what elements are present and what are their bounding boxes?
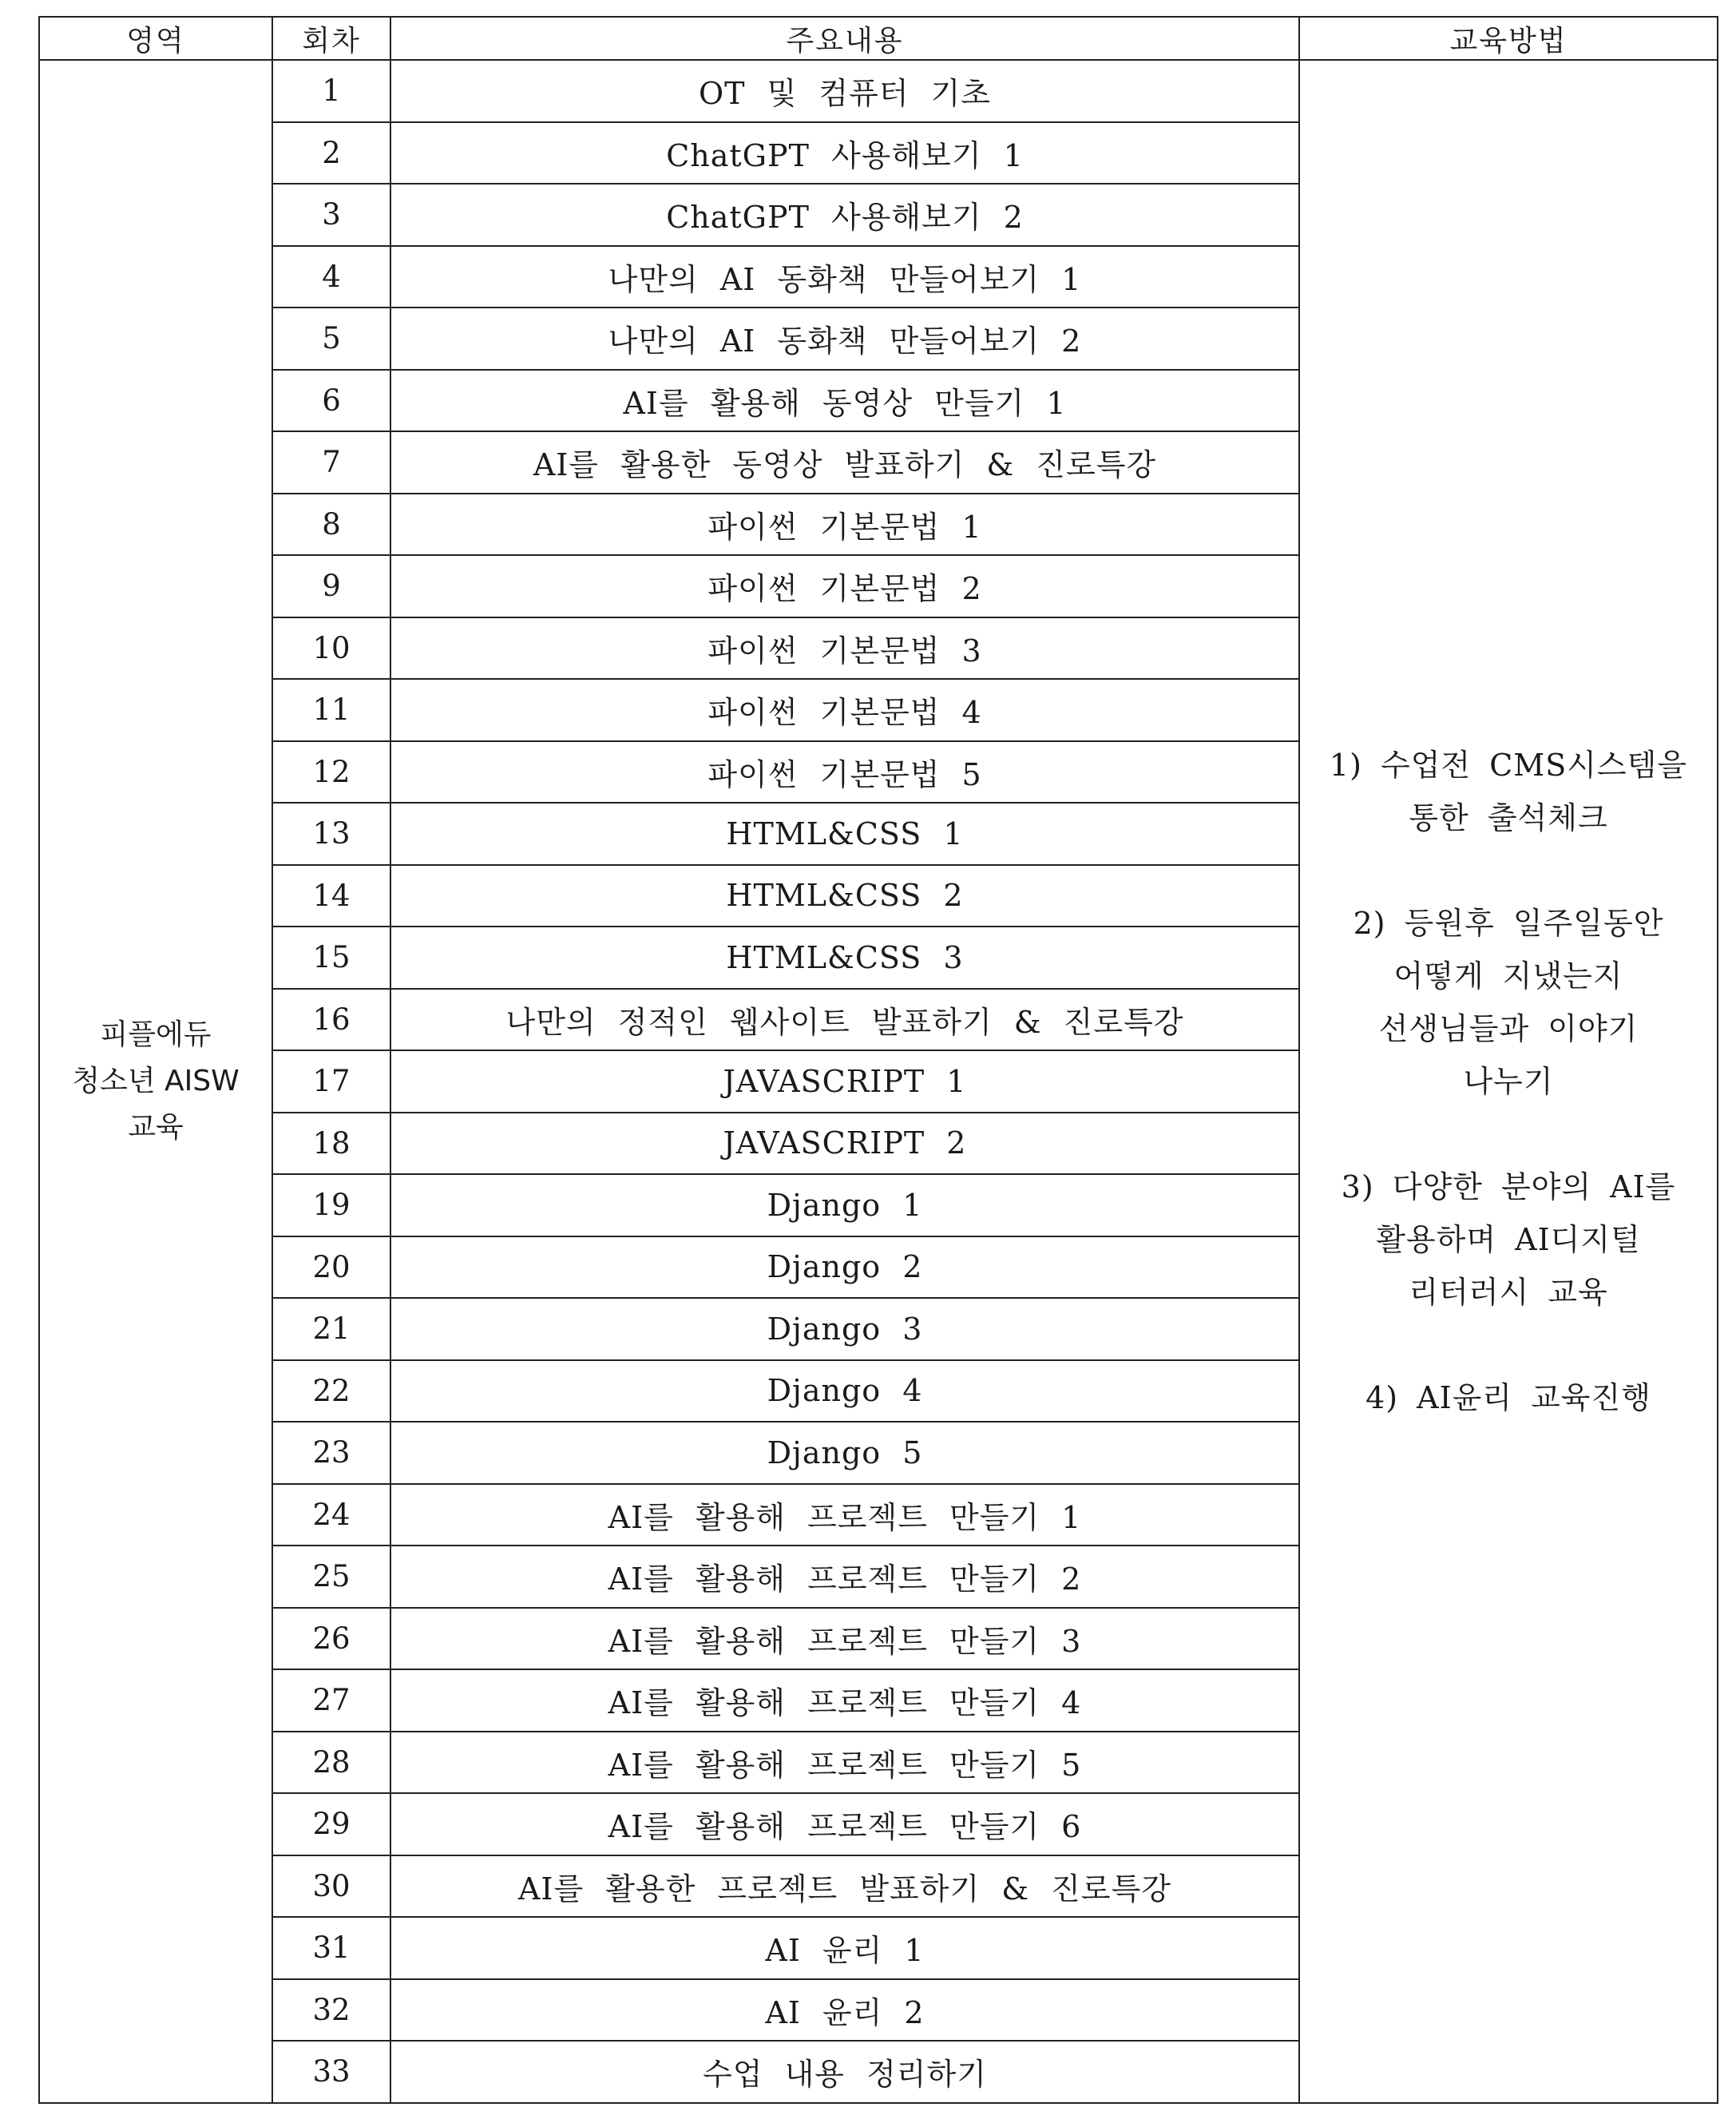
content-cell: AI를 활용해 프로젝트 만들기 1 xyxy=(390,1484,1299,1546)
round-cell: 5 xyxy=(272,308,390,370)
content-cell: ChatGPT 사용해보기 1 xyxy=(390,122,1299,185)
header-area: 영역 xyxy=(39,17,272,60)
area-cell xyxy=(39,60,272,2103)
round-cell: 33 xyxy=(272,2041,390,2103)
content-cell: 파이썬 기본문법 1 xyxy=(390,494,1299,556)
content-cell: HTML&CSS 3 xyxy=(390,927,1299,989)
round-cell: 13 xyxy=(272,803,390,865)
method-line: 1) 수업전 CMS시스템을 xyxy=(1329,747,1688,783)
round-cell: 24 xyxy=(272,1484,390,1546)
method-line: 3) 다양한 분야의 AI를 xyxy=(1341,1169,1676,1204)
method-line: 4) AI윤리 교육진행 xyxy=(1365,1379,1651,1415)
round-cell: 20 xyxy=(272,1236,390,1299)
round-cell: 21 xyxy=(272,1298,390,1360)
method-line: 통한 출석체크 xyxy=(1409,800,1608,835)
content-cell: ChatGPT 사용해보기 2 xyxy=(390,184,1299,246)
method-line: 선생님들과 이야기 xyxy=(1378,1010,1639,1046)
round-cell: 29 xyxy=(272,1793,390,1855)
content-cell: OT 및 컴퓨터 기초 xyxy=(390,60,1299,122)
round-cell: 16 xyxy=(272,989,390,1051)
table-body xyxy=(39,60,1718,2103)
method-line: 리터러시 교육 xyxy=(1409,1274,1608,1310)
content-cell: AI 윤리 2 xyxy=(390,1979,1299,2042)
round-cell: 12 xyxy=(272,741,390,804)
round-cell: 26 xyxy=(272,1608,390,1670)
table-header xyxy=(39,17,1718,60)
header-content: 주요내용 xyxy=(390,17,1299,60)
header-row xyxy=(39,17,1718,60)
round-cell: 14 xyxy=(272,865,390,927)
header-round: 회차 xyxy=(272,17,390,60)
round-cell: 2 xyxy=(272,122,390,185)
round-cell: 22 xyxy=(272,1360,390,1423)
content-cell: 파이썬 기본문법 4 xyxy=(390,679,1299,741)
content-cell: Django 2 xyxy=(390,1236,1299,1299)
round-cell: 4 xyxy=(272,246,390,308)
round-cell: 6 xyxy=(272,370,390,432)
content-cell: AI를 활용해 프로젝트 만들기 2 xyxy=(390,1546,1299,1608)
content-cell: AI를 활용해 동영상 만들기 1 xyxy=(390,370,1299,432)
method-line: 2) 등원후 일주일동안 xyxy=(1353,905,1664,941)
content-cell: AI를 활용한 프로젝트 발표하기 & 진로특강 xyxy=(390,1855,1299,1918)
round-cell: 19 xyxy=(272,1174,390,1236)
content-cell: 파이썬 기본문법 5 xyxy=(390,741,1299,804)
method-item xyxy=(1300,1371,1717,1424)
round-cell: 9 xyxy=(272,555,390,617)
round-cell: 11 xyxy=(272,679,390,741)
content-cell: 수업 내용 정리하기 xyxy=(390,2041,1299,2103)
content-cell: 나만의 AI 동화책 만들어보기 2 xyxy=(390,308,1299,370)
content-cell: 파이썬 기본문법 3 xyxy=(390,617,1299,680)
area-line: 피플에듀 xyxy=(100,1018,212,1051)
round-cell: 8 xyxy=(272,494,390,556)
content-cell: 파이썬 기본문법 2 xyxy=(390,555,1299,617)
round-cell: 1 xyxy=(272,60,390,122)
round-cell: 15 xyxy=(272,927,390,989)
content-cell: HTML&CSS 2 xyxy=(390,865,1299,927)
content-cell: JAVASCRIPT 1 xyxy=(390,1050,1299,1113)
content-cell: AI를 활용한 동영상 발표하기 & 진로특강 xyxy=(390,431,1299,494)
method-item xyxy=(1300,897,1717,1108)
content-cell: Django 1 xyxy=(390,1174,1299,1236)
round-cell: 31 xyxy=(272,1917,390,1979)
content-cell: AI를 활용해 프로젝트 만들기 6 xyxy=(390,1793,1299,1855)
content-cell: JAVASCRIPT 2 xyxy=(390,1113,1299,1175)
round-cell: 25 xyxy=(272,1546,390,1608)
area-line: 청소년 AISW xyxy=(72,1064,240,1097)
method-line: 어떻게 지냈는지 xyxy=(1393,958,1623,994)
content-cell: HTML&CSS 1 xyxy=(390,803,1299,865)
round-cell: 27 xyxy=(272,1669,390,1732)
method-line: 나누기 xyxy=(1463,1063,1554,1099)
round-cell: 10 xyxy=(272,617,390,680)
content-cell: Django 3 xyxy=(390,1298,1299,1360)
round-cell: 18 xyxy=(272,1113,390,1175)
content-cell: 나만의 AI 동화책 만들어보기 1 xyxy=(390,246,1299,308)
round-cell: 17 xyxy=(272,1050,390,1113)
content-cell: AI를 활용해 프로젝트 만들기 3 xyxy=(390,1608,1299,1670)
content-cell: 나만의 정적인 웹사이트 발표하기 & 진로특강 xyxy=(390,989,1299,1051)
round-cell: 3 xyxy=(272,184,390,246)
area-line: 교육 xyxy=(128,1110,184,1144)
table-row xyxy=(39,60,1718,122)
round-cell: 23 xyxy=(272,1422,390,1484)
method-cell xyxy=(1299,60,1718,2103)
content-cell: Django 4 xyxy=(390,1360,1299,1423)
header-method: 교육방법 xyxy=(1299,17,1718,60)
round-cell: 7 xyxy=(272,431,390,494)
round-cell: 32 xyxy=(272,1979,390,2042)
method-item xyxy=(1300,739,1717,844)
round-cell: 28 xyxy=(272,1732,390,1794)
method-line: 활용하며 AI디지털 xyxy=(1376,1221,1641,1257)
round-cell: 30 xyxy=(272,1855,390,1918)
content-cell: AI 윤리 1 xyxy=(390,1917,1299,1979)
content-cell: Django 5 xyxy=(390,1422,1299,1484)
method-item xyxy=(1300,1161,1717,1319)
content-cell: AI를 활용해 프로젝트 만들기 4 xyxy=(390,1669,1299,1732)
curriculum-table xyxy=(38,16,1718,2104)
content-cell: AI를 활용해 프로젝트 만들기 5 xyxy=(390,1732,1299,1794)
